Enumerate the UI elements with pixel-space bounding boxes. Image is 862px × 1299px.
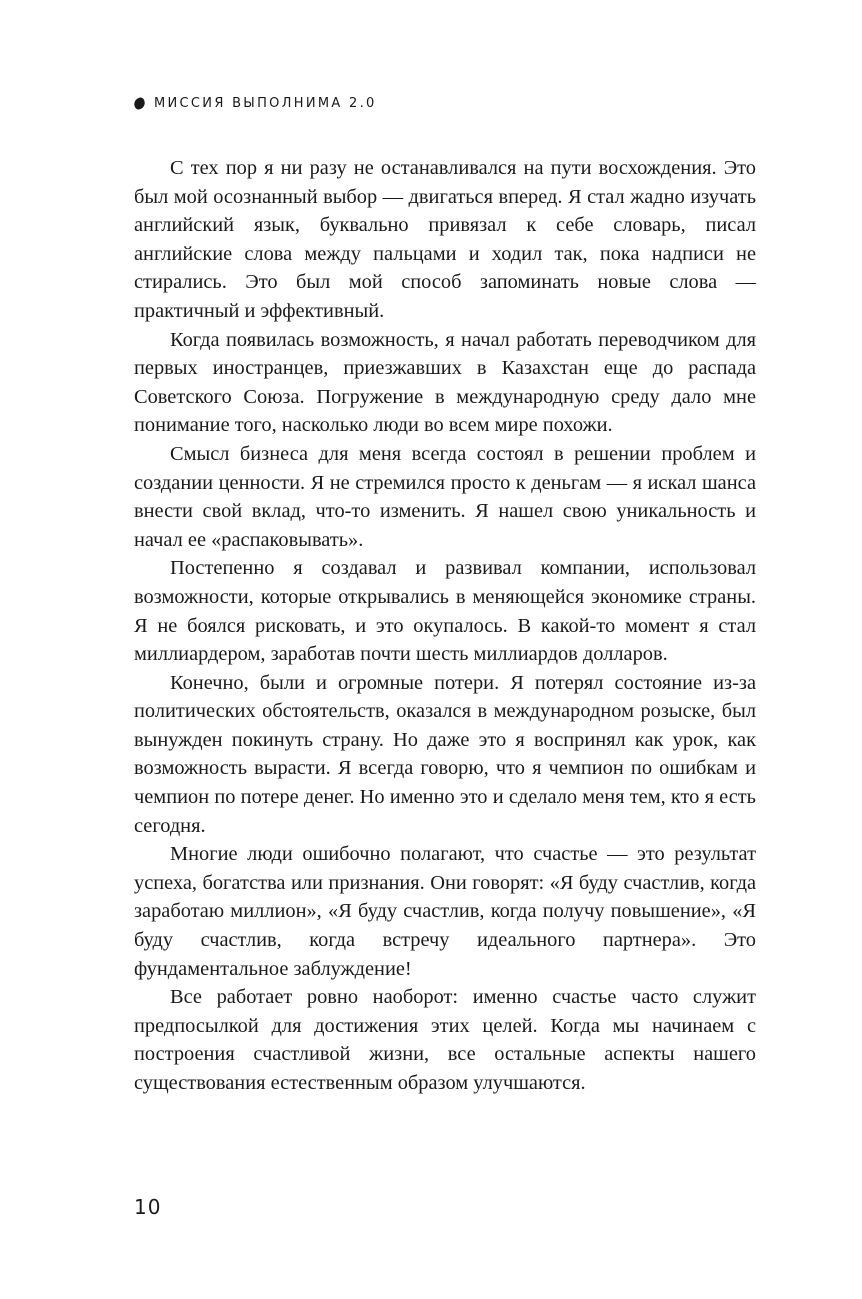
paragraph: Конечно, были и огромные потери. Я потерял состояние из-за политических обстоятельств, оказался в международном розыске, был вынужден покинуть страну. Но даже это я воспринял как урок, как возможность вырасти. Я всегда говорю, что я чемпион по ошибкам и чемпион по потере денег. Но именно это и сделало меня тем, кто я есть сегодня. xyxy=(134,671,756,837)
paragraph: Постепенно я создавал и развивал компании, использовал возможности, которые открывались в меняющейся экономике страны. Я не боялся рисковать, и это окупалось. В какой-то момент я стал миллиардером, заработав почти шесть миллиардов долларов. xyxy=(134,557,756,666)
running-header-title: МИССИЯ ВЫПОЛНИМА 2.0 xyxy=(154,96,377,111)
paragraph: Все работает ровно наоборот: именно счастье часто служит предпосылкой для достижения этих целей. Когда мы начинаем с построения счастливой жизни, все остальные аспекты нашего существования естественным образом улучшаются. xyxy=(134,986,756,1094)
paragraph: Многие люди ошибочно полагают, что счастье — это результат успеха, богатства или признания. Они говорят: «Я буду счастлив, когда заработаю миллион», «Я буду счастлив, когда получу повышение», «Я буду счастлив, когда встречу идеального партнера». Это фундаментальное заблуждение! xyxy=(134,843,756,980)
paragraph: Когда появилась возможность, я начал работать переводчиком для первых иностранцев, приезжавших в Казахстан еще до распада Советского Союза. Погружение в международную среду дало мне понимание того, насколько люди во всем мире похожи. xyxy=(134,328,756,437)
leaf-bullet-icon xyxy=(132,96,146,110)
running-header xyxy=(134,96,377,111)
paragraph: Смысл бизнеса для меня всегда состоял в решении проблем и создании ценности. Я не стремился просто к деньгам — я искал шанса внести свой вклад, что-то изменить. Я нашел свою уникальность и начал ее «распаковывать». xyxy=(134,442,756,551)
body-text xyxy=(134,154,756,1098)
page-number: 10 xyxy=(134,1195,162,1219)
paragraph: С тех пор я ни разу не останавливался на пути восхождения. Это был мой осознанный выбор — двигаться вперед. Я стал жадно изучать английский язык, буквально привязал к себе словарь, писал английские слова между пальцами и ходил так, пока надписи не стирались. Это был мой способ запоминать новые слова — практичный и эффективный. xyxy=(134,157,756,322)
